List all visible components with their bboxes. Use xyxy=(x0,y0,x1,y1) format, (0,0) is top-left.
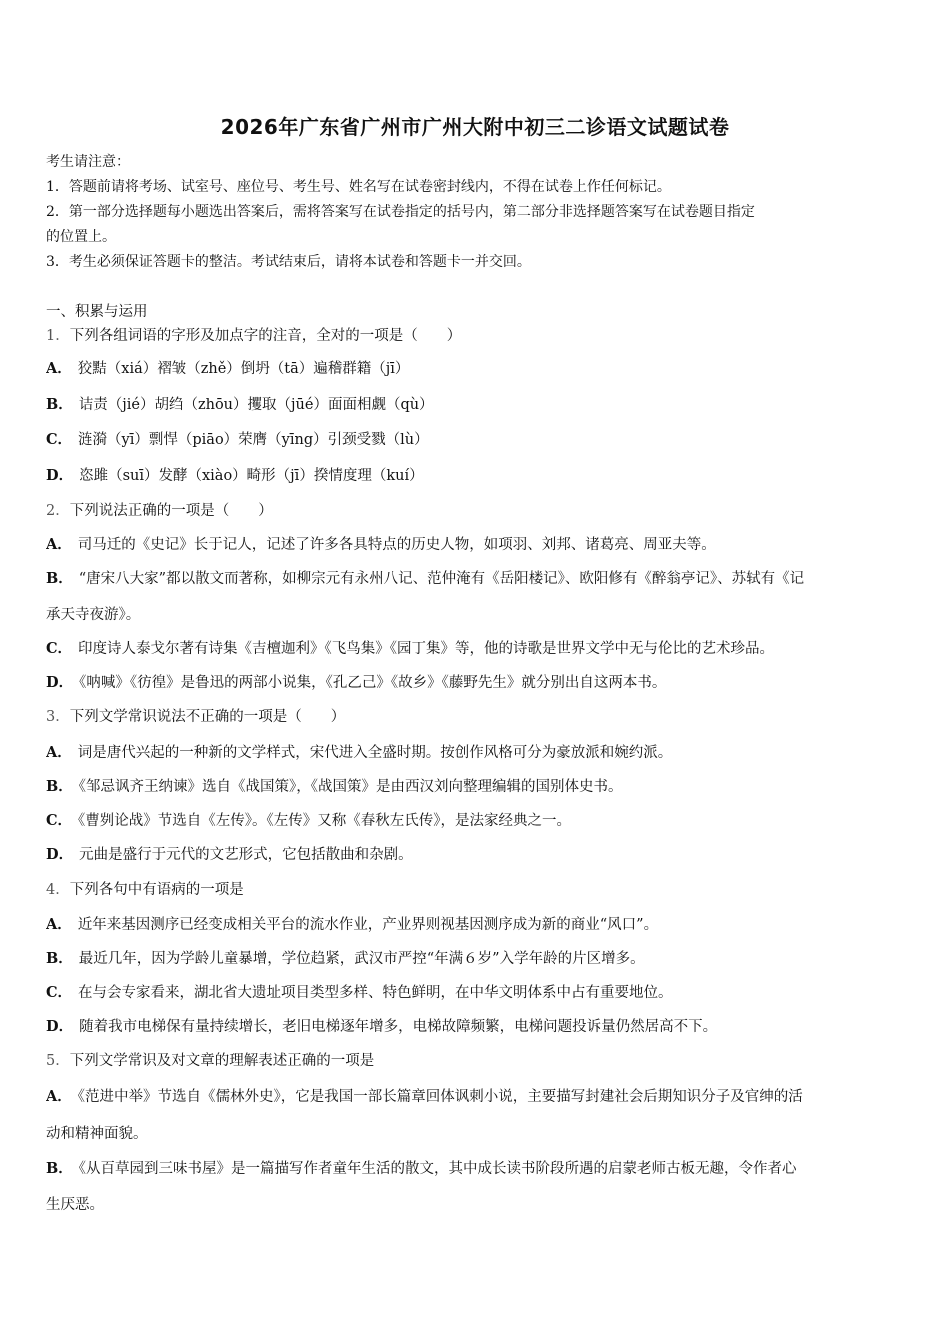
option-label: A． xyxy=(46,744,72,761)
option-row xyxy=(46,359,908,379)
option-text: 《从百草园到三味书屋》是一篇描写作者童年生活的散文，其中成长读书阶段所遇的启蒙老师古板无趣，令作者心 xyxy=(78,1161,797,1177)
question-stem xyxy=(46,1051,908,1071)
option-text: 在与会专家看来，湖北省大遗址项目类型多样、特色鲜明，在中华文明体系中占有重要地位。 xyxy=(78,985,673,1001)
notice-item: 3．考生必须保证答题卡的整洁。考试结束后，请将本试卷和答题卡一并交回。 xyxy=(46,254,531,270)
option-row xyxy=(46,777,908,797)
option-label: B． xyxy=(46,570,73,587)
option-row xyxy=(46,639,908,659)
option-text: 随着我市电梯保有量持续增长，老旧电梯逐年增多，电梯故障频繁，电梯问题投诉量仍然居高不下。 xyxy=(79,1019,718,1035)
option-label: D． xyxy=(46,846,74,863)
question-stem xyxy=(46,326,908,346)
option-row xyxy=(46,915,908,935)
option-text: 恣雎（suī）发酵（xiào）畸形（jī）揆情度理（kuí） xyxy=(79,468,424,484)
option-row xyxy=(46,1017,908,1037)
question-text: 下列各句中有语病的一项是 xyxy=(69,882,244,898)
option-text: 《呐喊》《彷徨》是鲁迅的两部小说集，《孔乙己》《故乡》《藤野先生》就分别出自这两本书。 xyxy=(79,675,667,691)
question-number: 4． xyxy=(46,882,70,898)
option-label: D． xyxy=(46,1018,74,1035)
question-number: 5． xyxy=(46,1053,70,1069)
option-row xyxy=(46,1087,908,1107)
option-text: 词是唐代兴起的一种新的文学样式，宋代进入全盛时期。按创作风格可分为豪放派和婉约派。 xyxy=(77,745,673,761)
option-label: D． xyxy=(46,674,74,691)
option-row xyxy=(46,673,908,693)
option-text: 《邹忌讽齐王纳谏》选自《战国策》，《战国策》是由西汉刘向整理编辑的国别体史书。 xyxy=(78,779,623,795)
option-text: 元曲是盛行于元代的文艺形式，它包括散曲和杂剧。 xyxy=(79,847,413,863)
option-text: 印度诗人泰戈尔著有诗集《吉檀迦利》《飞鸟集》《园丁集》等，他的诗歌是世界文学中无与伦比的艺术珍品。 xyxy=(78,641,775,657)
option-row xyxy=(46,466,908,486)
option-text: 最近几年，因为学龄儿童暴增，学位趋紧，武汉市严控“年满６岁”入学年龄的片区增多。 xyxy=(78,951,645,967)
option-row xyxy=(46,1159,908,1179)
option-label: B． xyxy=(46,396,73,413)
option-label: A． xyxy=(46,360,72,377)
option-label: B． xyxy=(46,778,73,795)
question-stem xyxy=(46,501,908,521)
notice-item: 2．第一部分选择题每小题选出答案后，需将答案写在试卷指定的括号内，第二部分非选择题答案写在试卷题目指定 xyxy=(46,204,755,220)
option-text: 涟漪（yī）剽悍（piāo）荣膺（yīng）引颈受戮（lù） xyxy=(78,432,429,448)
question-number: 2． xyxy=(46,503,70,519)
option-row xyxy=(46,743,908,763)
option-row xyxy=(46,430,908,450)
option-label: A． xyxy=(46,916,72,933)
section-heading: 一、积累与运用 xyxy=(46,304,148,320)
option-text: 司马迁的《史记》长于记人，记述了许多各具特点的历史人物，如项羽、刘邦、诸葛亮、周亚夫等。 xyxy=(77,537,716,553)
option-label: C． xyxy=(46,640,73,657)
option-label: C． xyxy=(46,431,73,448)
notice-item: 的位置上。 xyxy=(46,229,116,245)
option-label: B． xyxy=(46,950,73,967)
option-row xyxy=(46,845,908,865)
option-text: 近年来基因测序已经变成相关平台的流水作业，产业界则视基因测序成为新的商业“风口”。 xyxy=(77,917,659,933)
question-stem xyxy=(46,880,908,900)
question-number: 3． xyxy=(46,709,70,725)
option-label: B． xyxy=(46,1160,73,1177)
question-text: 下列文学常识说法不正确的一项是（ ） xyxy=(69,709,346,725)
option-row xyxy=(46,983,908,1003)
question-text: 下列各组词语的字形及加点字的注音，全对的一项是（ ） xyxy=(69,328,462,344)
option-label: C． xyxy=(46,812,73,829)
option-row xyxy=(46,569,908,589)
option-text: 诘责（jié）胡绉（zhōu）攫取（jūé）面面相觑（qù） xyxy=(78,397,434,413)
question-stem xyxy=(46,707,908,727)
question-text: 下列文学常识及对文章的理解表述正确的一项是 xyxy=(69,1053,375,1069)
option-label: D． xyxy=(46,467,74,484)
notice-item: 1．答题前请将考场、试室号、座位号、考生号、姓名写在试卷密封线内，不得在试卷上作任何标记。 xyxy=(46,179,671,195)
option-text: “唐宋八大家”都以散文而著称，如柳宗元有永州八记、范仲淹有《岳阳楼记》、欧阳修有《醉翁亭记》、苏轼有《记 xyxy=(78,571,805,587)
option-text: 狡黠（xiá）褶皱（zhě）倒坍（tā）遍稽群籍（jī） xyxy=(77,361,410,377)
option-row xyxy=(46,535,908,555)
question-number: 1． xyxy=(46,328,70,344)
option-continuation: 承天寺夜游》。 xyxy=(46,607,141,623)
exam-title: 2026年广东省广州市广州大附中初三二诊语文试题试卷 xyxy=(220,115,730,139)
option-label: C． xyxy=(46,984,73,1001)
option-continuation: 生厌恶。 xyxy=(46,1197,104,1213)
option-continuation: 动和精神面貌。 xyxy=(46,1126,148,1142)
option-label: A． xyxy=(46,1088,72,1105)
option-text: 《曹刿论战》节选自《左传》。《左传》又称《春秋左氏传》，是法家经典之一。 xyxy=(78,813,572,829)
option-row xyxy=(46,949,908,969)
option-row xyxy=(46,395,908,415)
option-text: 《范进中举》节选自《儒林外史》，它是我国一部长篇章回体讽刺小说，主要描写封建社会后期知识分子及官绅的活 xyxy=(77,1089,803,1105)
option-row xyxy=(46,811,908,831)
question-text: 下列说法正确的一项是（ ） xyxy=(69,503,273,519)
notice-heading: 考生请注意： xyxy=(46,154,130,170)
option-label: A． xyxy=(46,536,72,553)
